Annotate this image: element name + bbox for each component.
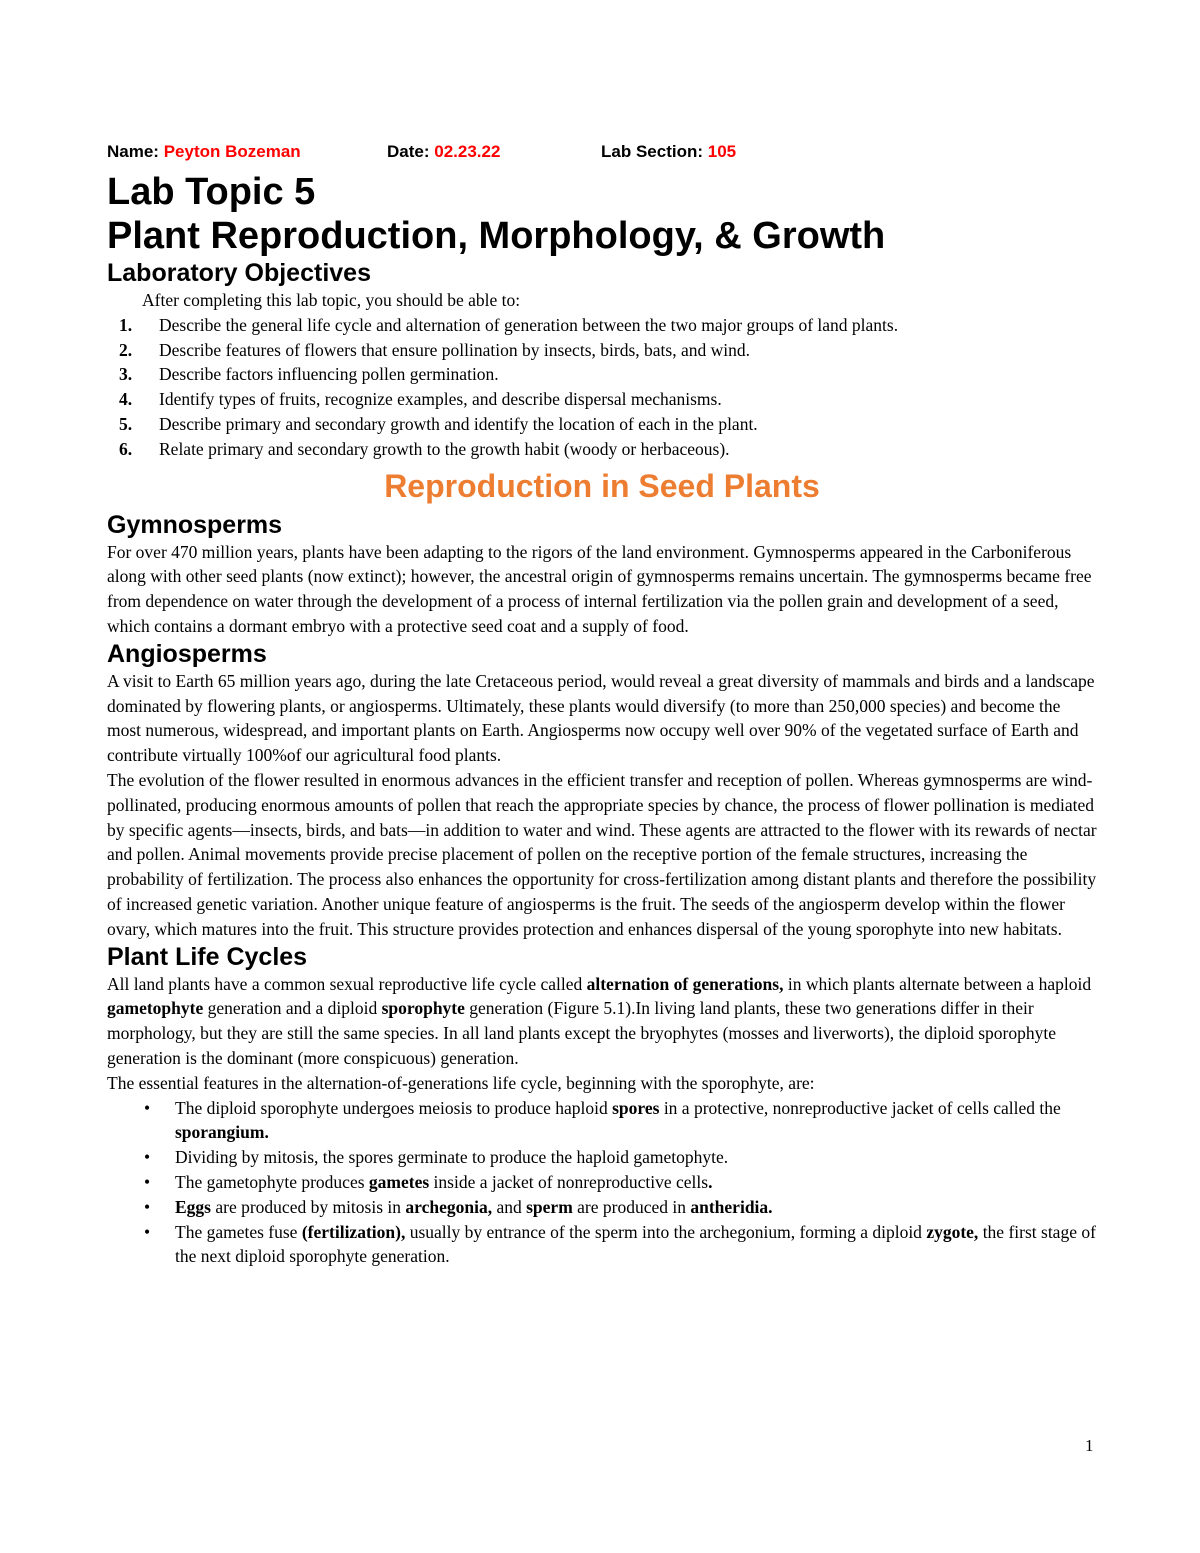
text-run: The diploid sporophyte undergoes meiosis to produce haploid: [175, 1097, 613, 1118]
angiosperms-paragraph-1: A visit to Earth 65 million years ago, during the late Cretaceous period, would reveal a great diversity of mammals and birds and a landscape dominated by flowering plants, or angiosperms. Ultimately, these plants would diversify (to more than 250,000 species) and become the most numerous, widespread, and important plants on Earth. Angiosperms now occupy well over 90% of the vegetated surface of Earth and contribute virtually 100%of our agricultural food plants.: [107, 670, 1095, 766]
section-title: Reproduction in Seed Plants: [384, 467, 820, 504]
name-label: Name:: [107, 142, 159, 161]
objective-item: [107, 412, 1097, 437]
date-field: [387, 140, 500, 165]
life-cycles-paragraph-1: [107, 972, 1097, 1071]
life-cycle-features-list: [107, 1096, 1097, 1270]
objective-item: [107, 338, 1097, 363]
text-run: .: [708, 1171, 713, 1192]
text-run: The gametophyte produces: [175, 1171, 369, 1192]
objective-text: Describe the general life cycle and alternation of generation between the two major groups of land plants.: [159, 314, 899, 335]
text-run: All land plants have a common sexual reproductive life cycle called: [107, 973, 587, 994]
text-run: The gametes fuse: [175, 1221, 302, 1242]
life-cycles-paragraph-2: The essential features in the alternation-of-generations life cycle, beginning with the sporophyte, are:: [107, 1072, 815, 1093]
term-sporophyte: sporophyte: [381, 998, 465, 1019]
gymnosperms-paragraph: For over 470 million years, plants have been adapting to the rigors of the land environment. Gymnosperms appeared in the Carboniferous along with other seed plants (now extinct); however, the ancestral origin of gymnosperms remains uncertain. The gymnosperms became free from dependence on water through the development of a process of internal fertilization via the pollen grain and development of a seed, which contains a dormant embryo with a protective seed coat and a supply of food.: [107, 541, 1092, 636]
bullet-icon: •: [144, 1196, 151, 1217]
objective-text: Describe features of flowers that ensure pollination by insects, birds, bats, and wind.: [159, 339, 750, 360]
objective-text: Relate primary and secondary growth to the growth habit (woody or herbaceous).: [159, 438, 730, 459]
page-number: 1: [1085, 1436, 1094, 1455]
text-run: and: [492, 1196, 527, 1217]
life-cycles-heading: Plant Life Cycles: [107, 942, 308, 971]
objective-item: [107, 387, 1097, 412]
text-run: in which plants alternate between a haploid: [783, 973, 1092, 994]
text-run: are produced in: [572, 1196, 691, 1217]
name-value: Peyton Bozeman: [163, 142, 301, 161]
objectives-heading: Laboratory Objectives: [107, 259, 371, 287]
angiosperms-paragraph-2: The evolution of the flower resulted in enormous advances in the efficient transfer and reception of pollen. Whereas gymnosperms are wind-pollinated, producing enormous amounts of pollen that reach the appropriate species by chance, the process of flower pollination is mediated by specific agents—insects, birds, and bats—in addition to water and wind. These agents are attracted to the flower with its rewards of nectar and pollen. Animal movements provide precise placement of pollen on the receptive portion of the female structures, increasing the probability of fertilization. The process also enhances the opportunity for cross-fertilization among distant plants and therefore the possibility of increased genetic variation. Another unique feature of angiosperms is the fruit. The seeds of the angiosperm develop within the flower ovary, which matures into the fruit. This structure provides protection and enhances dispersal of the young sporophyte into new habitats.: [107, 769, 1097, 939]
term-antheridia: antheridia.: [690, 1196, 773, 1217]
term-fertilization: (fertilization),: [301, 1221, 406, 1242]
objectives-list: [107, 313, 1097, 462]
lab-section-value: 105: [707, 142, 737, 161]
term-sperm: sperm: [526, 1196, 573, 1217]
objective-number: 1.: [119, 314, 133, 335]
text-run: inside a jacket of nonreproductive cells: [429, 1171, 709, 1192]
objective-text: Describe primary and secondary growth and identify the location of each in the plant.: [159, 413, 758, 434]
bullet-icon: •: [144, 1147, 151, 1168]
objective-text: Identify types of fruits, recognize examples, and describe dispersal mechanisms.: [159, 389, 722, 410]
bullet-icon: •: [144, 1221, 151, 1242]
objective-item: [107, 362, 1097, 387]
feature-item: [107, 1220, 1097, 1270]
date-label: Date:: [387, 142, 430, 161]
feature-item: [107, 1195, 1097, 1220]
header-line: [107, 140, 1097, 166]
page-content: [107, 140, 1097, 1269]
text-run: usually by entrance of the sperm into the archegonium, forming a diploid: [405, 1221, 927, 1242]
objective-item: [107, 313, 1097, 338]
term-gametophyte: gametophyte: [107, 998, 204, 1019]
term-gametes: gametes: [368, 1171, 430, 1192]
lab-main-title: Plant Reproduction, Morphology, & Growth: [107, 215, 886, 257]
objective-number: 2.: [119, 339, 133, 360]
text-run: generation (Figure 5.1).In living land plants, these two generations differ in their morphology, but they are still the same species. In all land plants except the bryophytes (mosses and liverworts), the diploid sporophyte generation is the dominant (more conspicuous) generation.: [107, 998, 1057, 1068]
lab-section-label: Lab Section:: [601, 142, 704, 161]
objective-number: 3.: [119, 364, 133, 385]
text-run: in a protective, nonreproductive jacket of cells called the: [659, 1097, 1061, 1118]
angiosperms-heading: Angiosperms: [107, 639, 267, 668]
bullet-icon: •: [144, 1097, 151, 1118]
text-run: Dividing by mitosis, the spores germinate to produce the haploid gametophyte.: [175, 1147, 729, 1168]
objective-number: 5.: [119, 413, 133, 434]
objective-number: 4.: [119, 389, 133, 410]
text-run: generation and a diploid: [203, 998, 382, 1019]
objective-text: Describe factors influencing pollen germination.: [159, 364, 499, 385]
name-field: [107, 140, 301, 165]
date-value: 02.23.22: [434, 142, 501, 161]
text-run: the first stage of the next diploid sporophyte generation.: [175, 1221, 1096, 1267]
term-sporangium: sporangium.: [175, 1122, 269, 1143]
text-run: are produced by mitosis in: [210, 1196, 406, 1217]
term-spores: spores: [612, 1097, 660, 1118]
objectives-intro: After completing this lab topic, you should be able to:: [142, 290, 521, 310]
term-zygote: zygote,: [926, 1221, 979, 1242]
objective-number: 6.: [119, 438, 133, 459]
feature-item: [107, 1170, 1097, 1195]
lab-section-field: [601, 140, 736, 165]
lab-topic-title: Lab Topic 5: [107, 171, 316, 213]
term-archegonia: archegonia,: [405, 1196, 493, 1217]
term-alternation-of-generations: alternation of generations,: [586, 973, 784, 994]
objective-item: [107, 437, 1097, 462]
gymnosperms-heading: Gymnosperms: [107, 510, 283, 539]
bullet-icon: •: [144, 1171, 151, 1192]
feature-item: [107, 1145, 1097, 1170]
term-eggs: Eggs: [175, 1196, 211, 1217]
feature-item: [107, 1096, 1097, 1146]
